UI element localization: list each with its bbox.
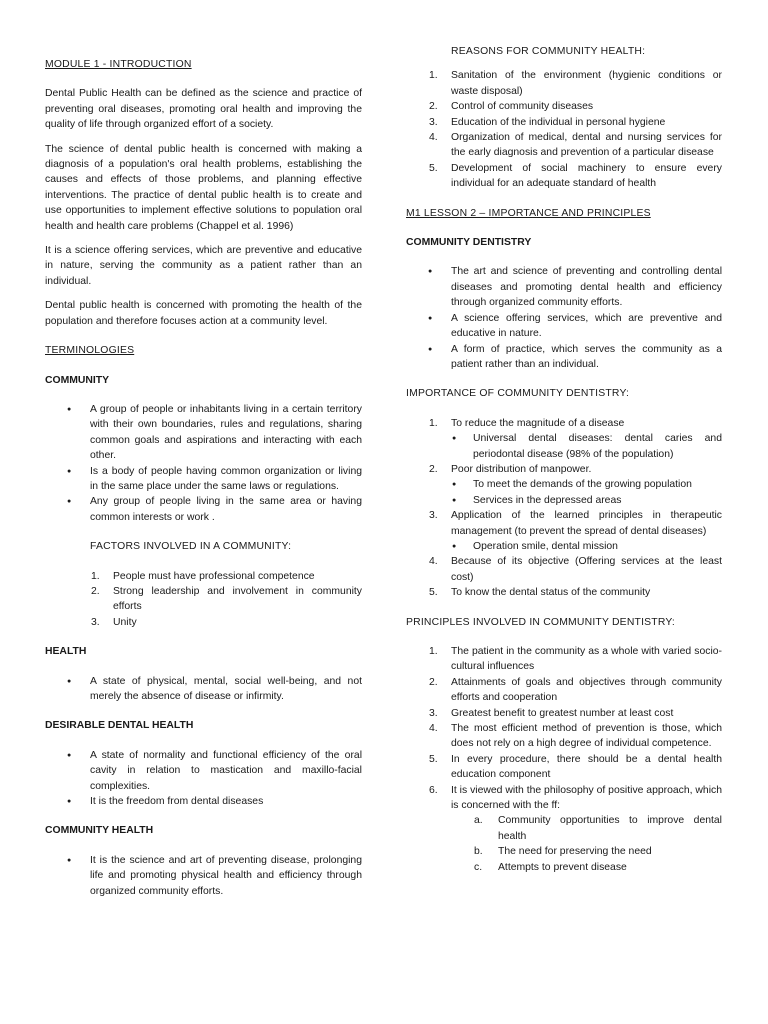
list-item: ● A state of physical, mental, social well-being, and not merely the absence of disease or infirmity. bbox=[45, 674, 362, 705]
reasons-list bbox=[406, 68, 722, 191]
list-item: ● A state of normality and functional efficiency of the oral cavity in relation to mastication and maxillo-facial complexities. bbox=[45, 748, 362, 794]
list-item: 2. Poor distribution of manpower. ● To meet the demands of the growing population ● Services in the depressed areas bbox=[406, 462, 722, 508]
lesson-title: M1 LESSON 2 – IMPORTANCE AND PRINCIPLES bbox=[406, 207, 651, 219]
health-list bbox=[45, 674, 362, 705]
community-health-heading: COMMUNITY HEALTH bbox=[45, 825, 154, 837]
list-item: 1. People must have professional competence bbox=[91, 570, 315, 582]
sub-list-item: ● Operation smile, dental mission bbox=[406, 539, 722, 554]
sub-list-item: ● Services in the depressed areas bbox=[406, 493, 722, 508]
health-heading: HEALTH bbox=[45, 646, 87, 658]
principles-heading: PRINCIPLES INVOLVED IN COMMUNITY DENTISTRY: bbox=[406, 616, 675, 628]
community-health-list bbox=[45, 853, 362, 899]
list-item: 2. Attainments of goals and objectives through community efforts and cooperation bbox=[429, 676, 722, 704]
sub-list-item: b. The need for preserving the need bbox=[474, 846, 652, 858]
list-item: 4. Because of its objective (Offering services at the least cost) bbox=[429, 556, 722, 583]
list-item: ● Any group of people living in the same area or having common interests or work . bbox=[45, 494, 362, 525]
reasons-heading: REASONS FOR COMMUNITY HEALTH: bbox=[451, 46, 646, 57]
list-item: 1. The patient in the community as a whole with varied socio-cultural influences bbox=[429, 646, 722, 673]
importance-heading: IMPORTANCE OF COMMUNITY DENTISTRY: bbox=[406, 388, 630, 400]
intro-paragraph-4: Dental public health is concerned with promoting the health of the population and therefore focuses action at a community level. bbox=[45, 300, 362, 327]
list-item: 4. Organization of medical, dental and nursing services for the early diagnosis and prevention of a particular disease bbox=[429, 132, 722, 159]
community-dentistry-list bbox=[406, 264, 722, 372]
list-item: 3. Unity bbox=[91, 616, 137, 628]
desirable-dental-health-heading: DESIRABLE DENTAL HEALTH bbox=[45, 720, 194, 732]
sub-list-item: ● Universal dental diseases: dental caries and periodontal disease (98% of the population) bbox=[406, 431, 722, 462]
intro-paragraph-2: The science of dental public health is concerned with making a diagnosis of a population's oral health problems, establishing the causes and effects of those problems, and planning effective interventions. The practice of dental public health is to create and use opportunities to implement effective solutions to population oral health and health care problems (Chappel et al. 1996) bbox=[45, 143, 362, 232]
desirable-list bbox=[45, 748, 362, 810]
factors-list bbox=[68, 569, 362, 631]
list-item: ● It is the freedom from dental diseases bbox=[45, 794, 362, 809]
sub-list-item: c. Attempts to prevent disease bbox=[474, 861, 627, 873]
list-item: 3. Application of the learned principles in therapeutic management (to prevent the spread of dental diseases) ● Operation smile, dental mission bbox=[406, 508, 722, 554]
list-item: 5. In every procedure, there should be a dental health education component bbox=[429, 753, 722, 781]
list-item: ● A form of practice, which serves the community as a patient rather than an individual. bbox=[406, 342, 722, 373]
list-item: ● The art and science of preventing and controlling dental diseases and promoting dental health and efficiency through organized community efforts. bbox=[406, 264, 722, 310]
community-list bbox=[45, 402, 362, 525]
right-column bbox=[406, 0, 722, 875]
list-item: 5. Development of social machinery to ensure every individual for an adequate standard of health bbox=[429, 162, 722, 190]
sub-list-item: ● To meet the demands of the growing population bbox=[406, 477, 722, 492]
list-item: 1. To reduce the magnitude of a disease ● Universal dental diseases: dental caries and periodontal disease (98% of the population) bbox=[406, 416, 722, 462]
list-item: ● A group of people or inhabitants living in a certain territory with their own boundaries, rules and regulations, sharing common goals and aspirations and interacting with each other. bbox=[45, 402, 362, 464]
factors-heading: FACTORS INVOLVED IN A COMMUNITY: bbox=[90, 541, 292, 553]
module-title: MODULE 1 - INTRODUCTION bbox=[45, 59, 192, 70]
sub-list-item: a. Community opportunities to improve dental health bbox=[474, 815, 722, 842]
list-item: 6. It is viewed with the philosophy of positive approach, which is concerned with the ff: a. Community opportunities to improve dental health b. The need for preserving the need c. Attempts to prevent disease bbox=[406, 783, 722, 875]
list-item: 2. Strong leadership and involvement in community efforts bbox=[91, 585, 362, 613]
left-column bbox=[45, 0, 362, 899]
intro-paragraph-1: Dental Public Health can be defined as the science and practice of preventing oral diseases, promoting oral health and improving the quality of life through organized effort of a society. bbox=[45, 88, 362, 131]
list-item: 3. Greatest benefit to greatest number at least cost bbox=[429, 707, 674, 719]
community-dentistry-heading: COMMUNITY DENTISTRY bbox=[406, 237, 532, 249]
list-item: 5. To know the dental status of the community bbox=[429, 587, 651, 599]
principles-list bbox=[406, 644, 722, 875]
terminologies-heading: TERMINOLOGIES bbox=[45, 345, 135, 357]
list-item: ● It is the science and art of preventing disease, prolonging life and promoting physical health and efficiency through organized community efforts. bbox=[45, 853, 362, 899]
list-item: ● Is a body of people having common organization or living in the same place under the same laws or regulations. bbox=[45, 464, 362, 495]
list-item: 1. Sanitation of the environment (hygienic conditions or waste disposal) bbox=[429, 70, 722, 97]
list-item: 3. Education of the individual in personal hygiene bbox=[429, 116, 666, 128]
community-heading: COMMUNITY bbox=[45, 374, 110, 386]
list-item: ● A science offering services, which are preventive and educative in nature. bbox=[406, 311, 722, 342]
importance-list bbox=[406, 416, 722, 601]
intro-paragraph-3: It is a science offering services, which are preventive and educative in nature, serving the community as a patient rather than an individual. bbox=[45, 245, 362, 287]
list-item: 2. Control of community diseases bbox=[429, 101, 594, 113]
list-item: 4. The most efficient method of prevention is those, which does not rely on a high degree of individual competence. bbox=[429, 723, 722, 750]
